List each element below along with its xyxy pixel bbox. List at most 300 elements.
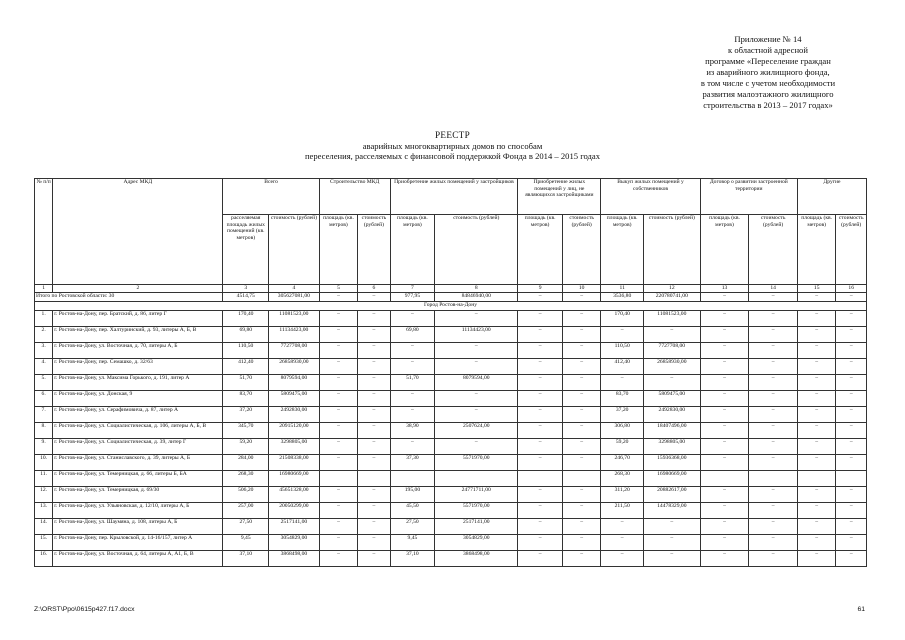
row-cell: – bbox=[562, 455, 601, 471]
row-cell: 21508338,00 bbox=[269, 455, 320, 471]
row-cell: – bbox=[358, 343, 390, 359]
column-number: 15 bbox=[797, 285, 836, 293]
row-cell: – bbox=[562, 311, 601, 327]
row-cell: – bbox=[562, 503, 601, 519]
row-cell: – bbox=[435, 311, 518, 327]
sub-cost: стоимость (рублей) bbox=[358, 215, 390, 285]
row-cell: 412,40 bbox=[223, 359, 269, 375]
row-cell: – bbox=[319, 327, 358, 343]
row-cell: 15936368,00 bbox=[643, 455, 700, 471]
row-cell: 26858930,00 bbox=[643, 359, 700, 375]
row-cell: – bbox=[358, 535, 390, 551]
row-number: 12. bbox=[35, 487, 53, 503]
total-cell: 84846940,00 bbox=[435, 293, 518, 302]
row-cell: 195,00 bbox=[390, 487, 435, 503]
row-number: 1. bbox=[35, 311, 53, 327]
row-cell: – bbox=[836, 487, 867, 503]
row-cell: – bbox=[319, 423, 358, 439]
row-cell: – bbox=[797, 391, 836, 407]
row-cell: – bbox=[562, 439, 601, 455]
column-number: 6 bbox=[358, 285, 390, 293]
row-cell: – bbox=[390, 407, 435, 423]
column-number: 8 bbox=[435, 285, 518, 293]
row-cell: – bbox=[700, 535, 749, 551]
row-cell: – bbox=[358, 551, 390, 567]
row-cell: – bbox=[700, 551, 749, 567]
row-cell: – bbox=[700, 487, 749, 503]
row-cell: – bbox=[836, 311, 867, 327]
row-cell: – bbox=[358, 455, 390, 471]
sub-area: площадь (кв. метров) bbox=[390, 215, 435, 285]
row-cell: – bbox=[836, 551, 867, 567]
row-cell: – bbox=[797, 375, 836, 391]
row-number: 8. bbox=[35, 423, 53, 439]
row-cell: – bbox=[319, 551, 358, 567]
row-cell: – bbox=[562, 423, 601, 439]
row-address: г. Ростов-на-Дону, пер. Крыловской, д. 14-16/157, литер А bbox=[53, 535, 223, 551]
row-cell: – bbox=[749, 455, 798, 471]
row-cell: – bbox=[562, 343, 601, 359]
sub-area: площадь (кв. метров) bbox=[319, 215, 358, 285]
row-cell: – bbox=[562, 327, 601, 343]
row-cell: – bbox=[518, 375, 563, 391]
row-cell: – bbox=[797, 327, 836, 343]
row-cell: 5809475,00 bbox=[269, 391, 320, 407]
total-cell: – bbox=[319, 293, 358, 302]
row-cell: – bbox=[358, 375, 390, 391]
row-cell: – bbox=[435, 407, 518, 423]
row-cell: – bbox=[836, 359, 867, 375]
column-number: 11 bbox=[601, 285, 644, 293]
row-cell: – bbox=[700, 455, 749, 471]
total-cell: 4514,75 bbox=[223, 293, 269, 302]
sub-cost: стоимость (рублей) bbox=[562, 215, 601, 285]
row-cell: – bbox=[601, 519, 644, 535]
row-address: г. Ростов-на-Дону, ул. Социалистическая, д. 39, литер Г bbox=[53, 439, 223, 455]
row-cell: – bbox=[836, 391, 867, 407]
row-cell: 110,50 bbox=[601, 343, 644, 359]
appendix-line: к областной адресной bbox=[728, 45, 808, 55]
row-cell: – bbox=[562, 359, 601, 375]
row-number: 4. bbox=[35, 359, 53, 375]
row-cell: – bbox=[319, 519, 358, 535]
row-cell: – bbox=[749, 439, 798, 455]
row-cell: 37,20 bbox=[601, 407, 644, 423]
row-cell: 24771711,00 bbox=[435, 487, 518, 503]
row-address: г. Ростов-на-Дону, ул. Шаумяна, д. 108, литеры А, Б bbox=[53, 519, 223, 535]
row-cell: – bbox=[518, 423, 563, 439]
title-main: РЕЕСТР bbox=[435, 130, 470, 140]
row-cell: 20882617,00 bbox=[643, 487, 700, 503]
appendix-line: Приложение № 14 bbox=[734, 34, 802, 44]
row-cell: – bbox=[562, 487, 601, 503]
row-cell: – bbox=[700, 311, 749, 327]
sub-cost: стоимость (рублей) bbox=[643, 215, 700, 285]
row-address: г. Ростов-на-Дону, ул. Станиславского, д. 39, литеры А, Б bbox=[53, 455, 223, 471]
appendix-line: развития малоэтажного жилищного bbox=[702, 89, 834, 99]
total-cell: 305627081,00 bbox=[269, 293, 320, 302]
total-cell: – bbox=[836, 293, 867, 302]
row-cell: 20050299,00 bbox=[269, 503, 320, 519]
row-cell: 37,20 bbox=[223, 407, 269, 423]
row-cell: – bbox=[319, 455, 358, 471]
row-cell bbox=[358, 471, 390, 487]
column-number: 13 bbox=[700, 285, 749, 293]
row-cell bbox=[435, 471, 518, 487]
total-cell: – bbox=[562, 293, 601, 302]
row-cell: – bbox=[797, 455, 836, 471]
row-cell: – bbox=[562, 551, 601, 567]
row-number: 2. bbox=[35, 327, 53, 343]
sub-area: площадь (кв. метров) bbox=[700, 215, 749, 285]
row-cell: – bbox=[518, 519, 563, 535]
row-cell: – bbox=[749, 407, 798, 423]
row-cell: – bbox=[518, 439, 563, 455]
row-address: г. Ростов-на-Дону, ул. Восточная, д. 70, литеры А, Б bbox=[53, 343, 223, 359]
row-cell: 11134423,00 bbox=[269, 327, 320, 343]
sub-area: площадь (кв. метров) bbox=[601, 215, 644, 285]
table-row bbox=[35, 311, 867, 327]
appendix-line: в том числе с учетом необходимости bbox=[700, 78, 836, 88]
row-cell: 16980669,00 bbox=[643, 471, 700, 487]
row-cell: – bbox=[836, 407, 867, 423]
header-total: Всего bbox=[223, 179, 319, 215]
total-cell: – bbox=[749, 293, 798, 302]
row-cell: – bbox=[319, 391, 358, 407]
row-cell: 7727708,00 bbox=[269, 343, 320, 359]
row-cell: 69,80 bbox=[223, 327, 269, 343]
row-cell: – bbox=[319, 375, 358, 391]
row-cell: 59,20 bbox=[223, 439, 269, 455]
row-cell: – bbox=[518, 455, 563, 471]
column-number: 7 bbox=[390, 285, 435, 293]
row-cell: – bbox=[836, 535, 867, 551]
row-cell: 3868498,00 bbox=[435, 551, 518, 567]
row-cell: – bbox=[319, 359, 358, 375]
row-cell: 506,20 bbox=[223, 487, 269, 503]
row-cell: – bbox=[319, 503, 358, 519]
column-number-row bbox=[35, 285, 867, 293]
table-row bbox=[35, 503, 867, 519]
row-cell bbox=[749, 471, 798, 487]
table-row bbox=[35, 423, 867, 439]
row-cell: – bbox=[358, 503, 390, 519]
row-cell: 3054829,00 bbox=[435, 535, 518, 551]
row-cell: – bbox=[797, 535, 836, 551]
table-row bbox=[35, 487, 867, 503]
row-cell: 2517141,00 bbox=[435, 519, 518, 535]
row-cell: – bbox=[390, 439, 435, 455]
row-cell: 5571970,00 bbox=[435, 455, 518, 471]
row-cell bbox=[836, 471, 867, 487]
row-cell: 51,70 bbox=[390, 375, 435, 391]
row-cell: – bbox=[601, 327, 644, 343]
row-cell: – bbox=[643, 535, 700, 551]
row-address: г. Ростов-на-Дону, пер. Семашко, д. 32/63 bbox=[53, 359, 223, 375]
row-cell: – bbox=[643, 519, 700, 535]
row-cell: – bbox=[358, 359, 390, 375]
row-cell: – bbox=[797, 359, 836, 375]
row-cell: – bbox=[518, 551, 563, 567]
row-cell: 2492830,00 bbox=[269, 407, 320, 423]
row-cell: 3054829,00 bbox=[269, 535, 320, 551]
row-cell: – bbox=[319, 487, 358, 503]
row-cell: – bbox=[797, 343, 836, 359]
row-address: г. Ростов-на-Дону, пер. Халтуринский, д. 93, литеры А, Б, В bbox=[53, 327, 223, 343]
row-cell: – bbox=[749, 487, 798, 503]
column-number: 10 bbox=[562, 285, 601, 293]
row-cell: – bbox=[601, 375, 644, 391]
row-cell: – bbox=[518, 535, 563, 551]
row-cell: – bbox=[319, 535, 358, 551]
row-cell: 412,40 bbox=[601, 359, 644, 375]
row-cell bbox=[797, 471, 836, 487]
row-number: 7. bbox=[35, 407, 53, 423]
row-cell: – bbox=[700, 343, 749, 359]
row-cell: 11081523,00 bbox=[269, 311, 320, 327]
row-address: г. Ростов-на-Дону, ул. Темерницкая, д. 66, литеры Б, БА bbox=[53, 471, 223, 487]
row-cell: – bbox=[358, 487, 390, 503]
row-cell: 37,10 bbox=[223, 551, 269, 567]
table-row bbox=[35, 343, 867, 359]
row-cell: 3298805,00 bbox=[643, 439, 700, 455]
row-address: г. Ростов-на-Дону, ул. Донская, 9 bbox=[53, 391, 223, 407]
row-cell: – bbox=[518, 343, 563, 359]
row-cell: – bbox=[797, 423, 836, 439]
row-cell: – bbox=[358, 423, 390, 439]
row-cell: 38,90 bbox=[390, 423, 435, 439]
appendix-line: из аварийного жилищного фонда, bbox=[706, 67, 830, 77]
row-address: г. Ростов-на-Дону, ул. Восточная, д. 64, литеры А, А1, Б, В bbox=[53, 551, 223, 567]
row-cell: 37,30 bbox=[390, 455, 435, 471]
row-cell: 37,10 bbox=[390, 551, 435, 567]
footer-page-number: 61 bbox=[857, 606, 865, 613]
row-cell: – bbox=[749, 519, 798, 535]
row-cell: 8079594,00 bbox=[269, 375, 320, 391]
row-cell: 2492830,00 bbox=[643, 407, 700, 423]
row-cell: 268,30 bbox=[223, 471, 269, 487]
row-cell: – bbox=[562, 391, 601, 407]
row-cell: – bbox=[700, 503, 749, 519]
row-cell: 18407496,00 bbox=[643, 423, 700, 439]
total-cell: – bbox=[797, 293, 836, 302]
row-cell: – bbox=[749, 343, 798, 359]
row-cell: – bbox=[390, 359, 435, 375]
row-cell: – bbox=[319, 311, 358, 327]
row-cell: – bbox=[836, 327, 867, 343]
row-number: 9. bbox=[35, 439, 53, 455]
sub-cost: стоимость (рублей) bbox=[435, 215, 518, 285]
sub-resettled-area: расселяемая площадь жилых помещений (кв. метров) bbox=[223, 215, 269, 285]
row-cell: – bbox=[319, 439, 358, 455]
row-cell: 2507624,00 bbox=[435, 423, 518, 439]
row-cell: 110,50 bbox=[223, 343, 269, 359]
column-number: 5 bbox=[319, 285, 358, 293]
row-cell: 27,50 bbox=[223, 519, 269, 535]
row-cell: – bbox=[518, 407, 563, 423]
column-number: 1 bbox=[35, 285, 53, 293]
row-cell: – bbox=[390, 391, 435, 407]
row-number: 3. bbox=[35, 343, 53, 359]
row-cell: – bbox=[319, 343, 358, 359]
row-number: 15. bbox=[35, 535, 53, 551]
header-num: № п/п bbox=[35, 179, 53, 285]
row-number: 6. bbox=[35, 391, 53, 407]
total-cell: 977,95 bbox=[390, 293, 435, 302]
row-cell: 268,30 bbox=[601, 471, 644, 487]
row-cell: 2517141,00 bbox=[269, 519, 320, 535]
row-cell: 9,45 bbox=[390, 535, 435, 551]
header-construction: Строительство МКД bbox=[319, 179, 390, 215]
row-cell: – bbox=[358, 391, 390, 407]
row-cell: – bbox=[749, 391, 798, 407]
row-cell: – bbox=[435, 439, 518, 455]
row-cell: – bbox=[562, 375, 601, 391]
row-cell: 11081523,00 bbox=[643, 311, 700, 327]
registry-table bbox=[34, 178, 867, 567]
row-cell: 345,70 bbox=[223, 423, 269, 439]
row-cell: 8079594,00 bbox=[435, 375, 518, 391]
row-cell: – bbox=[749, 535, 798, 551]
header-buyout: Выкуп жилых помещений у собственников bbox=[601, 179, 700, 215]
row-cell: – bbox=[836, 375, 867, 391]
row-number: 11. bbox=[35, 471, 53, 487]
sub-area: площадь (кв. метров) bbox=[518, 215, 563, 285]
row-cell: – bbox=[390, 343, 435, 359]
row-cell: – bbox=[562, 407, 601, 423]
row-cell: – bbox=[797, 503, 836, 519]
row-cell: – bbox=[749, 551, 798, 567]
total-cell: – bbox=[518, 293, 563, 302]
total-cell: – bbox=[358, 293, 390, 302]
column-number: 14 bbox=[749, 285, 798, 293]
row-cell: – bbox=[836, 519, 867, 535]
header-acq-nondev: Приобретение жилых помещений у лиц, не являющихся застройщиками bbox=[518, 179, 601, 215]
row-cell: – bbox=[518, 503, 563, 519]
row-cell bbox=[562, 471, 601, 487]
total-cell: 220780741,00 bbox=[643, 293, 700, 302]
row-cell: – bbox=[601, 535, 644, 551]
appendix-line: программе «Переселение граждан bbox=[705, 56, 831, 66]
table-body bbox=[35, 293, 867, 567]
column-number: 3 bbox=[223, 285, 269, 293]
column-number: 4 bbox=[269, 285, 320, 293]
row-address: г. Ростов-на-Дону, ул. Темерницкая, д. 69/30 bbox=[53, 487, 223, 503]
row-address: г. Ростов-на-Дону, ул. Максима Горького, д. 191, литер А bbox=[53, 375, 223, 391]
row-cell: – bbox=[797, 407, 836, 423]
header-address: Адрес МКД bbox=[53, 179, 223, 285]
table-row bbox=[35, 551, 867, 567]
row-cell: 59,20 bbox=[601, 439, 644, 455]
row-cell: 83,70 bbox=[601, 391, 644, 407]
table-row bbox=[35, 407, 867, 423]
row-cell: 45651328,00 bbox=[269, 487, 320, 503]
row-cell: – bbox=[358, 311, 390, 327]
row-cell: – bbox=[518, 391, 563, 407]
row-cell: – bbox=[700, 391, 749, 407]
row-cell: – bbox=[797, 311, 836, 327]
row-cell: – bbox=[358, 407, 390, 423]
table-row bbox=[35, 471, 867, 487]
row-cell: – bbox=[643, 375, 700, 391]
row-cell: – bbox=[700, 439, 749, 455]
section-label: Город Ростов-на-Дону bbox=[35, 302, 867, 311]
row-cell: 306,80 bbox=[601, 423, 644, 439]
table-row bbox=[35, 439, 867, 455]
row-cell: 3868498,00 bbox=[269, 551, 320, 567]
header-contract: Договор о развитии застроенной территории bbox=[700, 179, 797, 215]
row-cell: – bbox=[749, 503, 798, 519]
row-cell: 5571970,00 bbox=[435, 503, 518, 519]
row-cell: 5809475,00 bbox=[643, 391, 700, 407]
row-cell: 170,40 bbox=[601, 311, 644, 327]
row-cell: – bbox=[435, 391, 518, 407]
row-cell: – bbox=[836, 343, 867, 359]
row-cell: – bbox=[700, 359, 749, 375]
row-cell: – bbox=[643, 551, 700, 567]
row-cell bbox=[390, 471, 435, 487]
row-cell: 257,00 bbox=[223, 503, 269, 519]
row-cell: 3298805,00 bbox=[269, 439, 320, 455]
row-cell: 284,00 bbox=[223, 455, 269, 471]
row-cell: 170,40 bbox=[223, 311, 269, 327]
row-cell: – bbox=[700, 519, 749, 535]
column-number: 9 bbox=[518, 285, 563, 293]
total-cell: 3536,80 bbox=[601, 293, 644, 302]
row-cell: – bbox=[797, 439, 836, 455]
row-cell: – bbox=[836, 439, 867, 455]
table-row bbox=[35, 519, 867, 535]
sub-cost: стоимость (рублей) bbox=[269, 215, 320, 285]
column-number: 12 bbox=[643, 285, 700, 293]
header-acq-dev: Приобретение жилых помещений у застройщиков bbox=[390, 179, 518, 215]
row-address: г. Ростов-на-Дону, ул. Социалистическая, д. 106, литеры А, Б, В bbox=[53, 423, 223, 439]
title-line2: переселения, расселяемых с финансовой поддержкой Фонда в 2014 – 2015 годах bbox=[304, 151, 601, 161]
row-cell bbox=[319, 471, 358, 487]
row-cell: – bbox=[358, 519, 390, 535]
total-label: Итого по Ростовской области: 30 bbox=[35, 293, 223, 302]
row-cell: – bbox=[601, 551, 644, 567]
document-title bbox=[0, 130, 905, 162]
row-cell: 45,50 bbox=[390, 503, 435, 519]
row-cell: – bbox=[749, 311, 798, 327]
column-number: 2 bbox=[53, 285, 223, 293]
row-address: г. Ростов-на-Дону, пер. Братский, д. 86, литер Г bbox=[53, 311, 223, 327]
row-cell: 20915120,00 bbox=[269, 423, 320, 439]
row-cell bbox=[518, 471, 563, 487]
row-cell: 16980669,00 bbox=[269, 471, 320, 487]
row-cell: 211,50 bbox=[601, 503, 644, 519]
total-cell: – bbox=[700, 293, 749, 302]
row-cell: – bbox=[797, 519, 836, 535]
row-cell bbox=[700, 471, 749, 487]
row-cell: – bbox=[700, 327, 749, 343]
row-cell: – bbox=[836, 503, 867, 519]
row-number: 16. bbox=[35, 551, 53, 567]
header-other: Другие bbox=[797, 179, 866, 215]
row-cell: 9,45 bbox=[223, 535, 269, 551]
row-cell: – bbox=[435, 343, 518, 359]
row-cell: – bbox=[518, 487, 563, 503]
sub-area: площадь (кв. метров) bbox=[797, 215, 836, 285]
row-cell: – bbox=[643, 327, 700, 343]
row-cell: 27,50 bbox=[390, 519, 435, 535]
row-number: 10. bbox=[35, 455, 53, 471]
row-cell: 26858930,00 bbox=[269, 359, 320, 375]
row-cell: – bbox=[319, 407, 358, 423]
footer-file-path: Z:\ORST\Ppo\0615p427.f17.docx bbox=[34, 606, 135, 613]
appendix-line: строительства в 2013 – 2017 годах» bbox=[703, 100, 833, 110]
